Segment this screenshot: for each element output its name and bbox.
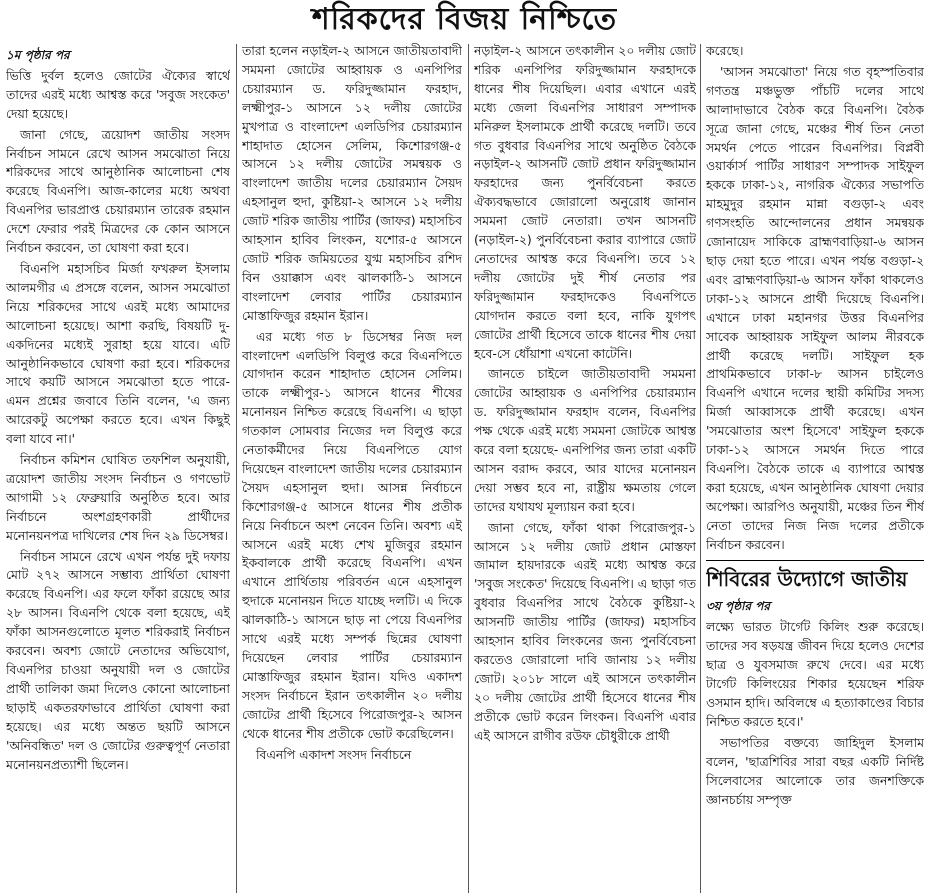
paragraph: বিএনপি মহাসচিব মির্জা ফখরুল ইসলাম আলমগীর এ প্রসঙ্গে বলেন, আসন সমঝোতা নিয়ে শরিকদের সাথে এরই মধ্যে আমাদের আলোচনা হয়েছে। আশা করছি, বিষয়টি দু-একদিনের মধ্যেই সুরাহা হয়ে যাবে। এটি আনুষ্ঠানিকভাবে ঘোষণা করা হবে। শরিকদের সাথে কয়টি আসনে সমঝোতা হতে পারে- এমন প্রশ্নের জবাবে তিনি বলেন, 'এ জন্য আরেকটু অপেক্ষা করতে হবে। এখন কিছুই বলা যাবে না।' — [6, 260, 230, 447]
page-headline: শরিকদের বিজয় নিশ্চিতে — [311, 2, 618, 37]
paragraph: নড়াইল-২ আসনে তৎকালীন ২০ দলীয় জোট শরিক এনপিপির ফরিদুজ্জামান ফরহাদকে ধানের শীষ দিয়েছিল। এবার এখানে এরই মধ্যে জেলা বিএনপির সাধারণ সম্পাদক মনিরুল ইসলামকে প্রার্থী করেছে দলটি। তবে গত বুধবার বিএনপির সাথে অনুষ্ঠিত বৈঠকে নড়াইল-২ আসনটি জোট প্রধান ফরিদুজ্জামান ফরহাদের জন্য পুনর্বিবেচনা করতে ঐক্যবদ্ধভাবে জোরালো অনুরোধ জানান সমমনা জোট নেতারা। তখন আসনটি (নড়াইল-২) পুনর্বিবেচনা করার ব্যাপারে জোট নেতাদের আশ্বস্ত করে বিএনপি। তবে ১২ দলীয় জোটের দুই শীর্ষ নেতার পর ফরিদুজ্জামান ফরহাদকেও বিএনপিতে যোগদান করতে বলা হবে, নাকি যুগপৎ জোটের প্রার্থী হিসেবে তাকে ধানের শীষ দেয়া হবে-সে ধোঁয়াশা এখনো কাটেনি। — [474, 43, 696, 361]
paragraph: জানা গেছে, ত্রয়োদশ জাতীয় সংসদ নির্বাচন সামনে রেখে আসন সমঝোতা নিয়ে শরিকদের সাথে আনুষ্ঠানিক আলোচনা শেষ করেছে বিএনপি। আজ-কালের মধ্যে অথবা বিএনপির ভারপ্রাপ্ত চেয়ারম্যান তারেক রহমান দেশে ফেরার পরই মিত্রদের কে কোন আসনে নির্বাচন করবেন, তা ঘোষণা করা হবে। — [6, 126, 230, 256]
paragraph: জানতে চাইলে জাতীয়তাবাদী সমমনা জোটের আহ্বায়ক ও এনপিপির চেয়ারম্যান ড. ফরিদুজ্জামান ফরহাদ বলেন, বিএনপির পক্ষ থেকে এরই মধ্যে সমমনা জোটকে আশ্বস্ত করে বলা হয়েছে- এনপিপির জন্য তারা একটি আসন বরাদ্দ করবে, আর যাদের মনোনয়ন দেয়া সম্ভব হবে না, রাষ্ট্রীয় ক্ষমতায় গেলে তাদের যথাযথ মূল্যায়ন করা হবে। — [474, 366, 696, 514]
paragraph: নির্বাচন কমিশন ঘোষিত তফশিল অনুযায়ী, ত্রয়োদশ জাতীয় সংসদ নির্বাচন ও গণভোট আগামী ১২ ফেব্রুয়ারি অনুষ্ঠিত হবে। আর নির্বাচনে অংশগ্রহণকারী প্রার্থীদের মনোনয়নপত্র দাখিলের শেষ দিন ২৯ ডিসেম্বর। — [6, 452, 230, 543]
article-column-1 — [6, 46, 230, 891]
sub-article-headline: শিবিরের উদ্যোগে জাতীয় — [706, 567, 908, 592]
column-divider — [700, 44, 701, 893]
paragraph: বিএনপি একাদশ সংসদ নির্বাচনে — [256, 746, 412, 762]
article-column-2 — [242, 42, 462, 887]
column-divider — [468, 44, 469, 893]
continuation-label: ৩য় পৃষ্ঠার পর — [706, 599, 771, 614]
column-divider — [236, 44, 237, 893]
continuation-label: ১ম পৃষ্ঠার পর — [6, 48, 70, 62]
paragraph: করেছে। — [706, 43, 744, 58]
paragraph: নির্বাচন সামনে রেখে এখন পর্যন্ত দুই দফায় মোট ২৭২ আসনে সম্ভাব্য প্রার্থিতা ঘোষণা করেছে বিএনপি। এর ফলে ফাঁকা রয়েছে আর ২৮ আসন। বিএনপি থেকে বলা হয়েছে, এই ফাঁকা আসনগুলোতে মূলত শরিকরাই নির্বাচন করবেন। অবশ্য জোটে নেতাদের অভিযোগ, বিএনপির চাওয়া অনুযায়ী দল ও জোটের প্রার্থী তালিকা জমা দিলেও কোনো আলোচনা ছাড়াই একতরফাভাবে প্রার্থিতা ঘোষণা করা হয়েছে। এর মধ্যে অন্তত ছয়টি আসনে 'অনিবন্ধিত' দল ও জোটের গুরুত্বপূর্ণ নেতারা মনোনয়নপ্রত্যাশী ছিলেন। — [6, 548, 230, 772]
article-column-4 — [706, 42, 924, 887]
paragraph: লক্ষ্যে ভারত টার্গেট কিলিং শুরু করেছে। তাদের সব ষড়যন্ত্র জীবন দিয়ে হলেও দেশের ছাত্র ও যুবসমাজ রুখে দেবে। এর মধ্যে টার্গেট কিলিংয়ের শিকার হয়েছেন শরিফ ওসমান হাদি। অবিলম্বে এ হত্যাকাণ্ডের বিচার নিশ্চিত করতে হবে।' — [706, 619, 924, 729]
paragraph: 'আসন সমঝোতা' নিয়ে গত বৃহস্পতিবার গণতন্ত্র মঞ্চভুক্ত পাঁচটি দলের সাথে আলাদাভাবে বৈঠক করে বিএনপি। বৈঠক সূত্রে জানা গেছে, মঞ্চের শীর্ষ তিন নেতা সমর্থন পেতে পারেন বিএনপির। বিপ্লবী ওয়ার্কার্স পার্টির সাধারণ সম্পাদক সাইফুল হককে ঢাকা-১২, নাগরিক ঐক্যের সভাপতি মাহমুদুর রহমান মান্না বগুড়া-২ এবং গণসংহতি আন্দোলনের প্রধান সমন্বয়ক জোনায়েদ সাকিকে ব্রাহ্মণবাড়িয়া-৬ আসন ছাড় দেয়া হতে পারে। এখন পর্যন্ত বগুড়া-২ এবং ব্রাহ্মণবাড়িয়া-৬ আসন ফাঁকা থাকলেও ঢাকা-১২ আসনে প্রার্থী দিয়েছে বিএনপি। এখানে ঢাকা মহানগর উত্তর বিএনপির সাবেক আহ্বায়ক সাইফুল আলম নীরবকে প্রার্থী করেছে দলটি। সাইফুল হক প্রাথমিকভাবে ঢাকা-৮ আসন চাইলেও বিএনপি এখানে দলের স্থায়ী কমিটির সদস্য মির্জা আব্বাসকে প্রার্থী করেছে। এখন 'সমঝোতার অংশ হিসেবে' সাইফুল হককে ঢাকা-১২ আসনে সমর্থন দিতে পারে বিএনপি। বৈঠকে তাকে এ ব্যাপারে আশ্বস্ত করা হয়েছে, এখন আনুষ্ঠানিক ঘোষণা দেয়ার অপেক্ষা। আরপিও অনুযায়ী, মঞ্চের তিন শীর্ষ নেতা তাদের নিজ নিজ দলের প্রতীকে নির্বাচন করবেন। — [706, 63, 924, 552]
paragraph: ভিত্তি দুর্বল হলেও জোটের ঐক্যের স্বার্থে তাদের এরই মধ্যে আশ্বস্ত করে 'সবুজ সংকেত' দেয়া হয়েছে। — [6, 67, 230, 121]
paragraph: এর মধ্যে গত ৮ ডিসেম্বর নিজ দল বাংলাদেশ এলডিপি বিলুপ্ত করে বিএনপিতে যোগদান করেন শাহাদাত হোসেন সেলিম। তাকে লক্ষ্মীপুর-১ আসনে ধানের শীষের মনোনয়ন নিশ্চিত করেছে বিএনপি। এ ছাড়া গতকাল সোমবার নিজের দল বিলুপ্ত করে নেতাকর্মীদের নিয়ে বিএনপিতে যোগ দিয়েছেন বাংলাদেশ জাতীয় দলের চেয়ারম্যান সৈয়দ এহসানুল হুদা। আসন্ন নির্বাচনে কিশোরগঞ্জ-৫ আসনে ধানের শীষ প্রতীক নিয়ে নির্বাচনে অংশ নেবেন তিনি। অবশ্য এই আসনে এরই মধ্যে শেখ মুজিবুর রহমান ইকবালকে প্রার্থী করেছে বিএনপি। এখন এখানে প্রার্থিতায় পরিবর্তন এনে এহসানুল হুদাকে মনোনয়ন দিতে যাচ্ছে দলটি। এ দিকে ঝালকাঠি-১ আসনে ছাড় না পেয়ে বিএনপির সাথে এরই মধ্যে সম্পর্ক ছিন্নের ঘোষণা দিয়েছেন লেবার পার্টির চেয়ারম্যান মোস্তাফিজুর রহমান ইরান। যদিও একাদশ সংসদ নির্বাচনে ইরান তৎকালীন ২০ দলীয় জোটের প্রার্থী হিসেবে পিরোজপুর-২ আসন থেকে ধানের শীষ প্রতীকে ভোট করেছিলেন। — [242, 328, 462, 741]
article-column-3 — [474, 42, 696, 887]
paragraph: সভাপতির বক্তব্যে জাহিদুল ইসলাম বলেন, 'ছাত্রশিবির সারা বছর একটি নির্দিষ্ট সিলেবাসের আলোকে তার জনশক্তিকে জ্ঞানচর্চায় সম্পৃক্ত — [706, 734, 924, 807]
sub-article — [706, 560, 924, 809]
paragraph: তারা হলেন নড়াইল-২ আসনে জাতীয়তাবাদী সমমনা জোটের আহ্বায়ক ও এনপিপির চেয়ারম্যান ড. ফরিদুজ্জামান ফরহাদ, লক্ষ্মীপুর-১ আসনে ১২ দলীয় জোটের মুখপাত্র ও বাংলাদেশ এলডিপির চেয়ারম্যান শাহাদাত হোসেন সেলিম, কিশোরগঞ্জ-৫ আসনে ১২ দলীয় জোটের সমন্বয়ক ও বাংলাদেশ জাতীয় দলের চেয়ারম্যান সৈয়দ এহসানুল হুদা, কুষ্টিয়া-২ আসনে ১২ দলীয় জোট শরিক জাতীয় পার্টির (জাফর) মহাসচিব আহসান হাবিব লিংকন, যশোর-৫ আসনে জোট শরিক জমিয়তের যুগ্ম মহাসচিব রশিদ বিন ওয়াক্কাস এবং ঝালকাঠি-১ আসনে বাংলাদেশ লেবার পার্টির চেয়ারম্যান মোস্তাফিজুর রহমান ইরান। — [242, 43, 462, 323]
paragraph: জানা গেছে, ফাঁকা থাকা পিরোজপুর-১ আসনে ১২ দলীয় জোট প্রধান মোস্তফা জামাল হায়দারকে এরই মধ্যে আশ্বস্ত করে 'সবুজ সংকেত' দিয়েছে বিএনপি। এ ছাড়া গত বুধবার বিএনপির সাথে বৈঠকে কুষ্টিয়া-২ আসনটি জাতীয় পার্টির (জাফর) মহাসচিব আহসান হাবিব লিংকনের জন্য পুনর্বিবেচনা করতেও জোরালো দাবি জানায় ১২ দলীয় জোট। ২০১৮ সালে এই আসনে তৎকালীন ২০ দলীয় জোটের প্রার্থী হিসেবে ধানের শীষ প্রতীকে ভোট করেন লিংকন। বিএনপি এবার এই আসনে রাগীব রউফ চৌধুরীকে প্রার্থী — [474, 519, 696, 743]
